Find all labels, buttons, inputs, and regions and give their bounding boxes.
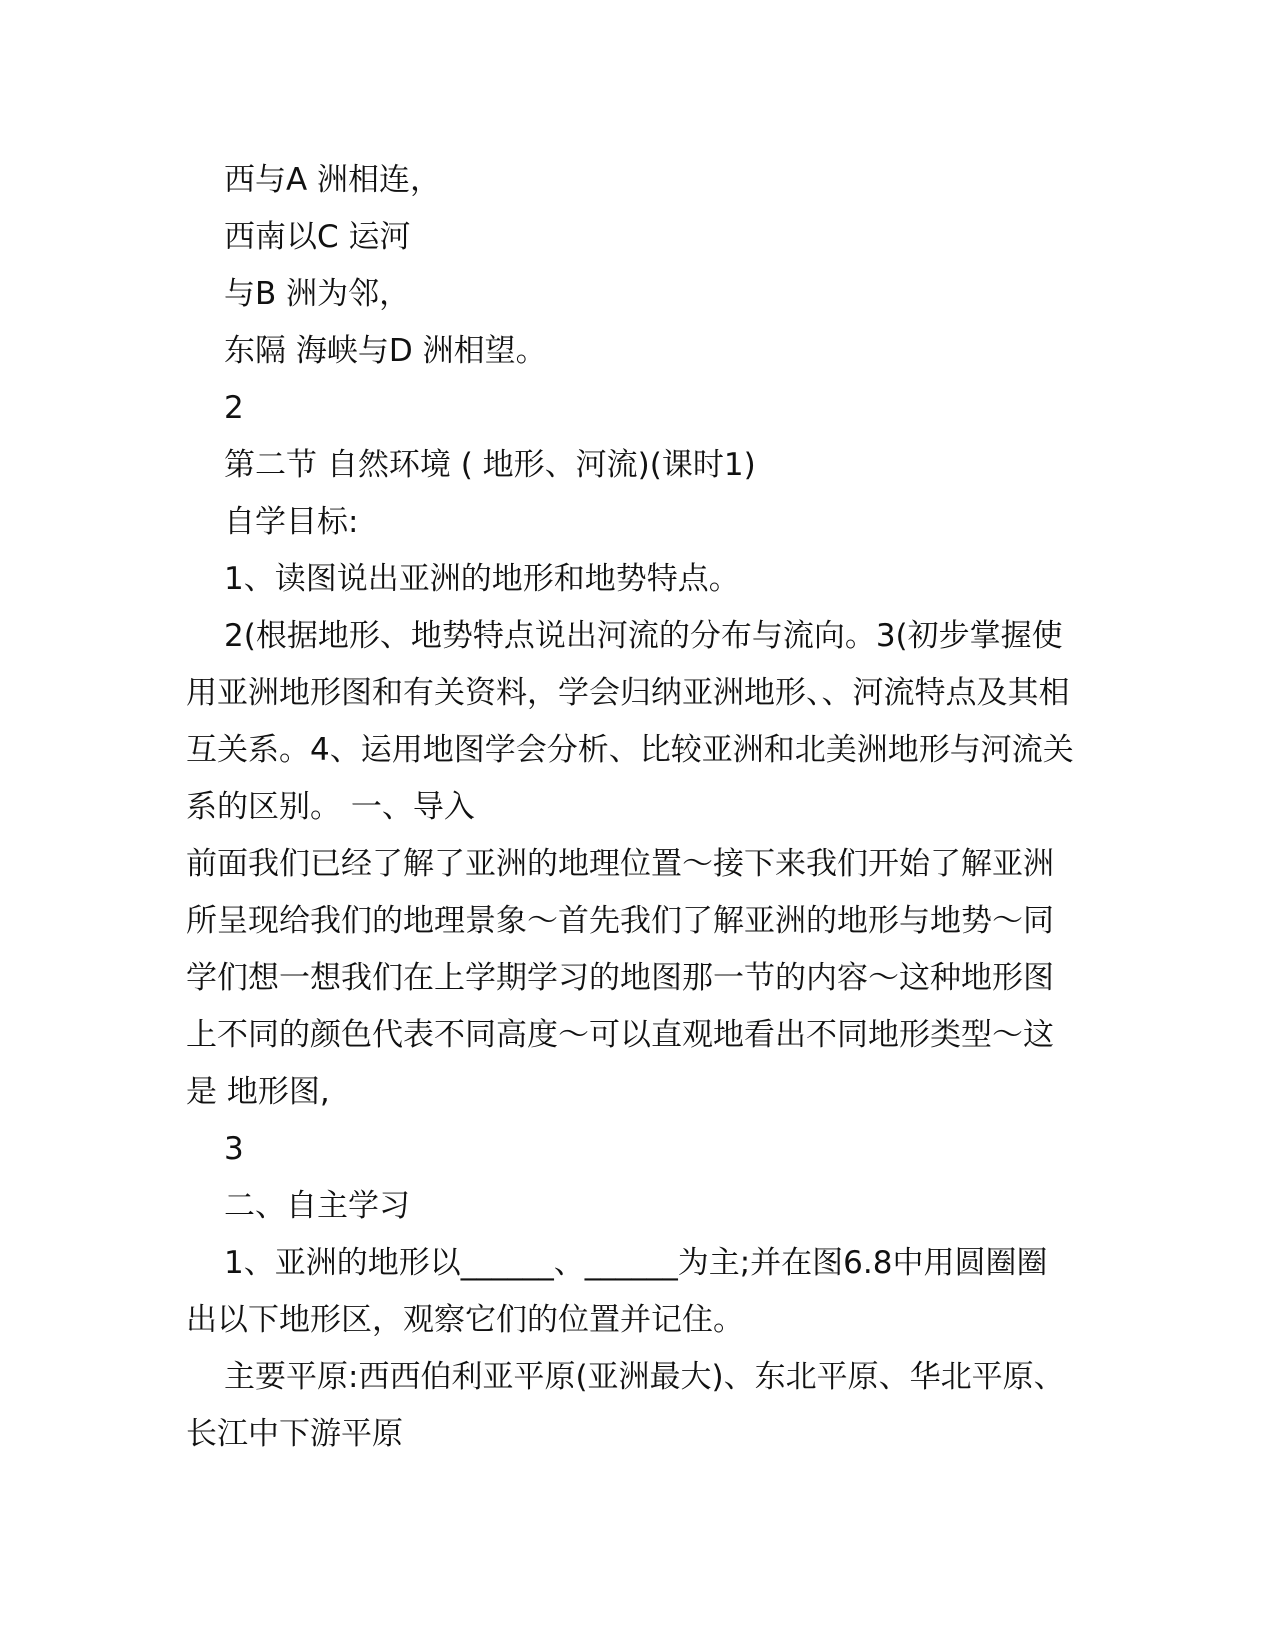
- intro-paragraph: 前面我们已经了解了亚洲的地理位置～接下来我们开始了解亚洲所呈现给我们的地理景象～首先我们了解亚洲的地形与地势～同学们想一想我们在上学期学习的地图那一节的内容～这种地形图上不同的颜色代表不同高度～可以直观地看出不同地形类型～这是 地形图,: [186, 846, 1054, 1110]
- text-line: 东隔 海峡与D 洲相望。: [224, 333, 547, 369]
- objectives-heading: 自学目标:: [224, 504, 359, 540]
- plains-paragraph: 主要平原:西西伯利亚平原(亚洲最大)、东北平原、华北平原、长江中下游平原: [186, 1359, 1065, 1452]
- section-title: 第二节 自然环境 ( 地形、河流)(课时1): [224, 447, 756, 483]
- page-number: 3: [224, 1131, 244, 1167]
- document-body: [186, 152, 1076, 1463]
- question-paragraph: 1、亚洲的地形以______、______为主;并在图6.8中用圆圈圈出以下地形区，观察它们的位置并记住。: [186, 1245, 1048, 1338]
- section-heading: 二、自主学习: [224, 1188, 410, 1224]
- objective-paragraph: 2(根据地形、地势特点说出河流的分布与流向。3(初步掌握使用亚洲地形图和有关资料，学会归纳亚洲地形、、河流特点及其相互关系。4、运用地图学会分析、比较亚洲和北美洲地形与河流关系的区别。 一、导入: [186, 618, 1074, 825]
- text-line: 西与A 洲相连，: [224, 162, 442, 198]
- objective-item: 1、读图说出亚洲的地形和地势特点。: [224, 561, 740, 597]
- page-number: 2: [224, 390, 244, 426]
- text-line: 西南以C 运河: [224, 219, 411, 255]
- text-line: 与B 洲为邻，: [224, 276, 411, 312]
